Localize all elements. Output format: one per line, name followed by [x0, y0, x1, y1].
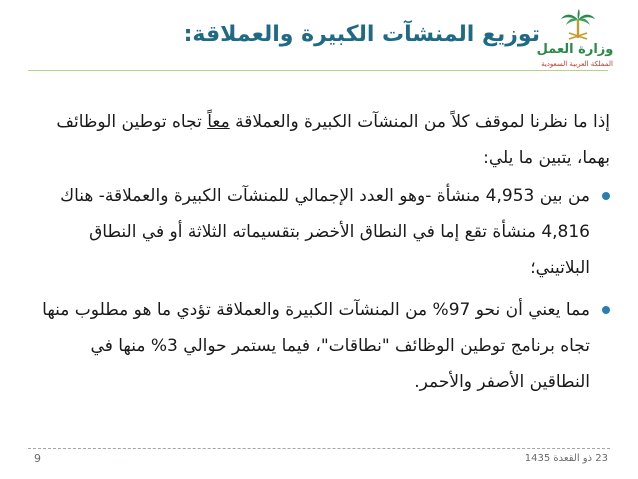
bullet-item [32, 178, 610, 286]
bullet-text: من بين 4,953 منشأة -وهو العدد الإجمالي للمنشآت الكبيرة والعملاقة- هناك 4,816 منشأة تقع إما في النطاق الأخضر بتقسيماته الثلاثة أو في النطاق البلاتيني؛ [60, 186, 590, 278]
logo-country-name: المملكة العربية السعودية [541, 60, 613, 68]
bullet-item [32, 292, 610, 400]
intro-text-end: تجاه توطين الوظائف بهما، يتبين ما يلي: [56, 112, 610, 168]
title-divider [28, 70, 608, 71]
intro-paragraph [32, 104, 610, 176]
bullet-dot-icon [602, 306, 610, 314]
slide-title: توزيع المنشآت الكبيرة والعملاقة: [183, 22, 540, 47]
intro-underlined-word: معاً [207, 112, 230, 132]
page-number: 9 [34, 452, 41, 465]
bullet-dot-icon [602, 192, 610, 200]
slide-body [32, 104, 610, 400]
palm-emblem-icon [558, 8, 598, 42]
logo-ministry-name: وزارة العمل [536, 42, 614, 57]
intro-text-start: إذا ما نظرنا لموقف كلاً من المنشآت الكبيرة والعملاقة [229, 112, 610, 132]
footer-date: 23 ذو القعدة 1435 [524, 453, 608, 464]
footer-divider [28, 448, 610, 449]
bullet-list [32, 178, 610, 400]
bullet-text: مما يعني أن نحو 97% من المنشآت الكبيرة والعملاقة تؤدي ما هو مطلوب منها تجاه برنامج توطين الوظائف "نطاقات"، فيما يستمر حوالي 3% منها في النطاقين الأصفر والأحمر. [42, 300, 590, 392]
